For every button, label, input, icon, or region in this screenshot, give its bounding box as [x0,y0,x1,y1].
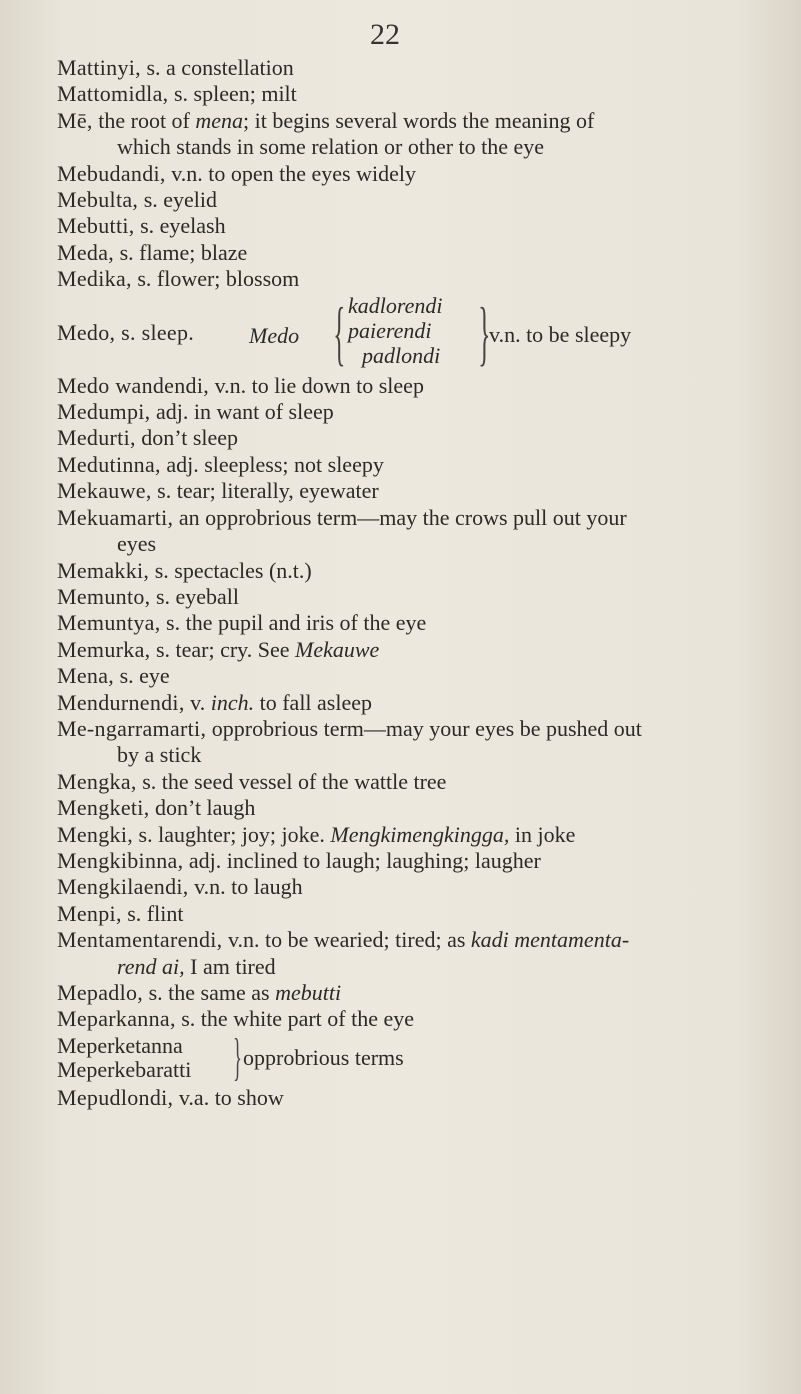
definition: v.n. to open the eyes widely [165,160,416,186]
entry-continuation [57,134,801,160]
dictionary-entry [57,637,801,663]
dictionary-entry [57,55,801,81]
definition: s. eyelash [134,213,226,239]
definition: s. the pupil and iris of the eye [160,610,427,636]
headword: Mebulta, [57,187,139,213]
dictionary-entry [57,769,801,795]
dictionary-entry [57,452,801,478]
headword: Medo, s. sleep. [57,319,195,345]
entry-continuation [57,742,801,768]
dictionary-entry [57,81,801,107]
dictionary-entry [57,161,801,187]
dictionary-entry [57,610,801,636]
definition: s. flame; blaze [114,239,248,265]
headword: Mengketi, [57,795,150,821]
definition: v.n. to lie down to sleep [209,372,424,398]
dictionary-entry [57,1006,801,1032]
italic-term: rend ai, [117,953,185,979]
dictionary-entry [57,874,801,900]
definition: adj. sleepless; not sleepy [160,451,384,477]
definition: s. the same as [143,980,276,1005]
headword: Mepadlo, [57,980,144,1005]
dictionary-entry [57,399,801,425]
dictionary-entry [57,848,801,874]
headword: Mendurnendi, [57,689,185,715]
dictionary-entry [57,901,801,927]
definition: s. tear; literally, eyewater [151,478,379,504]
dictionary-entry [57,822,801,848]
entry-list [57,55,801,1111]
headword: Mekuamarti, [57,504,174,530]
headword: Mepudlondi, [57,1084,174,1110]
dictionary-entry [57,478,801,504]
headword: Mengki, [57,821,134,847]
headword-variant: Medo [249,322,300,348]
dictionary-entry [57,716,801,742]
headword: Mengkilaendi, [57,874,189,900]
headword: Me-ngarramarti, [57,715,207,741]
headword: Memuntya, [57,610,161,636]
definition: ; it begins several words the meaning of [243,107,595,133]
headword: Mengkibinna, [57,847,184,873]
definition: s. a constellation [140,55,294,80]
headword: Mebudandi, [57,160,166,186]
entry-continuation [57,954,801,980]
entry-medo [57,293,801,373]
definition: by a stick [117,742,202,768]
definition: v.n. to be wearied; tired; as [222,927,471,953]
definition: s. spleen; milt [168,81,297,107]
definition: adj. inclined to laugh; laughing; laugher [183,847,541,873]
definition: v.n. to be sleepy [489,321,632,347]
dictionary-entry [57,425,801,451]
verb-form: paierendi [348,317,432,343]
headword: Mebutti, [57,213,135,239]
headword: Memunto, [57,583,151,609]
dictionary-entry [57,927,801,953]
entry-meperketanna [57,1028,801,1086]
italic-term: Mekauwe [295,636,380,662]
headword: Mengka, [57,768,137,794]
definition: adj. in want of sleep [150,399,334,425]
headword: Memurka, [57,636,151,662]
left-brace: { [333,292,346,373]
definition: s. the white part of the eye [175,1006,415,1032]
definition: s. laughter; joy; joke. [133,821,331,847]
headword: Memakki, [57,557,150,583]
italic-term: inch. [210,689,255,715]
headword: Mattomidla, [57,81,169,107]
dictionary-entry [57,108,801,134]
definition: s. flower; blossom [131,266,300,292]
dictionary-entry [57,187,801,213]
headword: Meda, [57,239,115,265]
headword: Mē, [57,107,93,133]
dictionary-entry [57,980,801,1006]
definition: s. spectacles (n.t.) [149,557,312,583]
page-number: 22 [370,18,400,51]
definition: opprobrious term—may your eyes be pushed out [206,715,642,741]
dictionary-entry [57,795,801,821]
dictionary-entry [57,505,801,531]
headword: Medo wandendi, [57,372,210,398]
right-brace: } [233,1028,242,1086]
definition: s. eyelid [138,187,218,213]
verb-form: kadlorendi [348,292,443,318]
dictionary-entry [57,584,801,610]
definition: eyes [117,531,157,557]
headword: Medika, [57,266,132,292]
headword: Mattinyi, [57,55,141,80]
verb-form: padlondi [362,342,441,368]
headword: Medutinna, [57,451,161,477]
definition: an opprobrious term—may the crows pull out your [173,504,627,530]
verb-forms [348,293,443,368]
definition: s. the seed vessel of the wattle tree [136,768,447,794]
right-brace: } [478,292,491,373]
headword: Meparkanna, [57,1006,176,1032]
italic-term: mebutti [275,980,342,1005]
dictionary-entry [57,663,801,689]
dictionary-entry [57,213,801,239]
dictionary-entry [57,373,801,399]
definition: s. eyeball [150,583,240,609]
definition: in joke [509,821,576,847]
headword: Meperketanna [57,1032,183,1058]
definition: I am tired [184,953,276,979]
headword: Meperkebaratti [57,1056,192,1082]
definition: which stands in some relation or other to the eye [117,134,545,160]
definition: s. flint [121,900,184,926]
headword: Menpi, [57,900,122,926]
dictionary-entry [57,558,801,584]
definition: s. tear; cry. See [150,636,296,662]
dictionary-entry [57,240,801,266]
headword: Mentamentarendi, [57,927,223,953]
dictionary-entry [57,1085,801,1111]
definition: don’t sleep [135,425,239,451]
entry-continuation [57,531,801,557]
headword: Medurti, [57,425,136,451]
definition: s. eye [114,663,170,689]
definition: v.a. to show [173,1084,284,1110]
italic-term: mena [195,107,244,133]
definition: the root of [92,107,196,133]
headword: Mekauwe, [57,478,152,504]
italic-term: Mengkimengkingga, [330,821,510,847]
headword: Medumpi, [57,399,151,425]
italic-term: kadi mentamenta- [470,927,630,953]
dictionary-entry [57,266,801,292]
definition: don’t laugh [149,795,256,821]
headword: Mena, [57,663,115,689]
definition: v.n. to laugh [188,874,303,900]
definition: opprobrious terms [243,1044,404,1070]
dictionary-entry [57,690,801,716]
definition: to fall asleep [254,689,373,715]
definition: v. [184,689,211,715]
